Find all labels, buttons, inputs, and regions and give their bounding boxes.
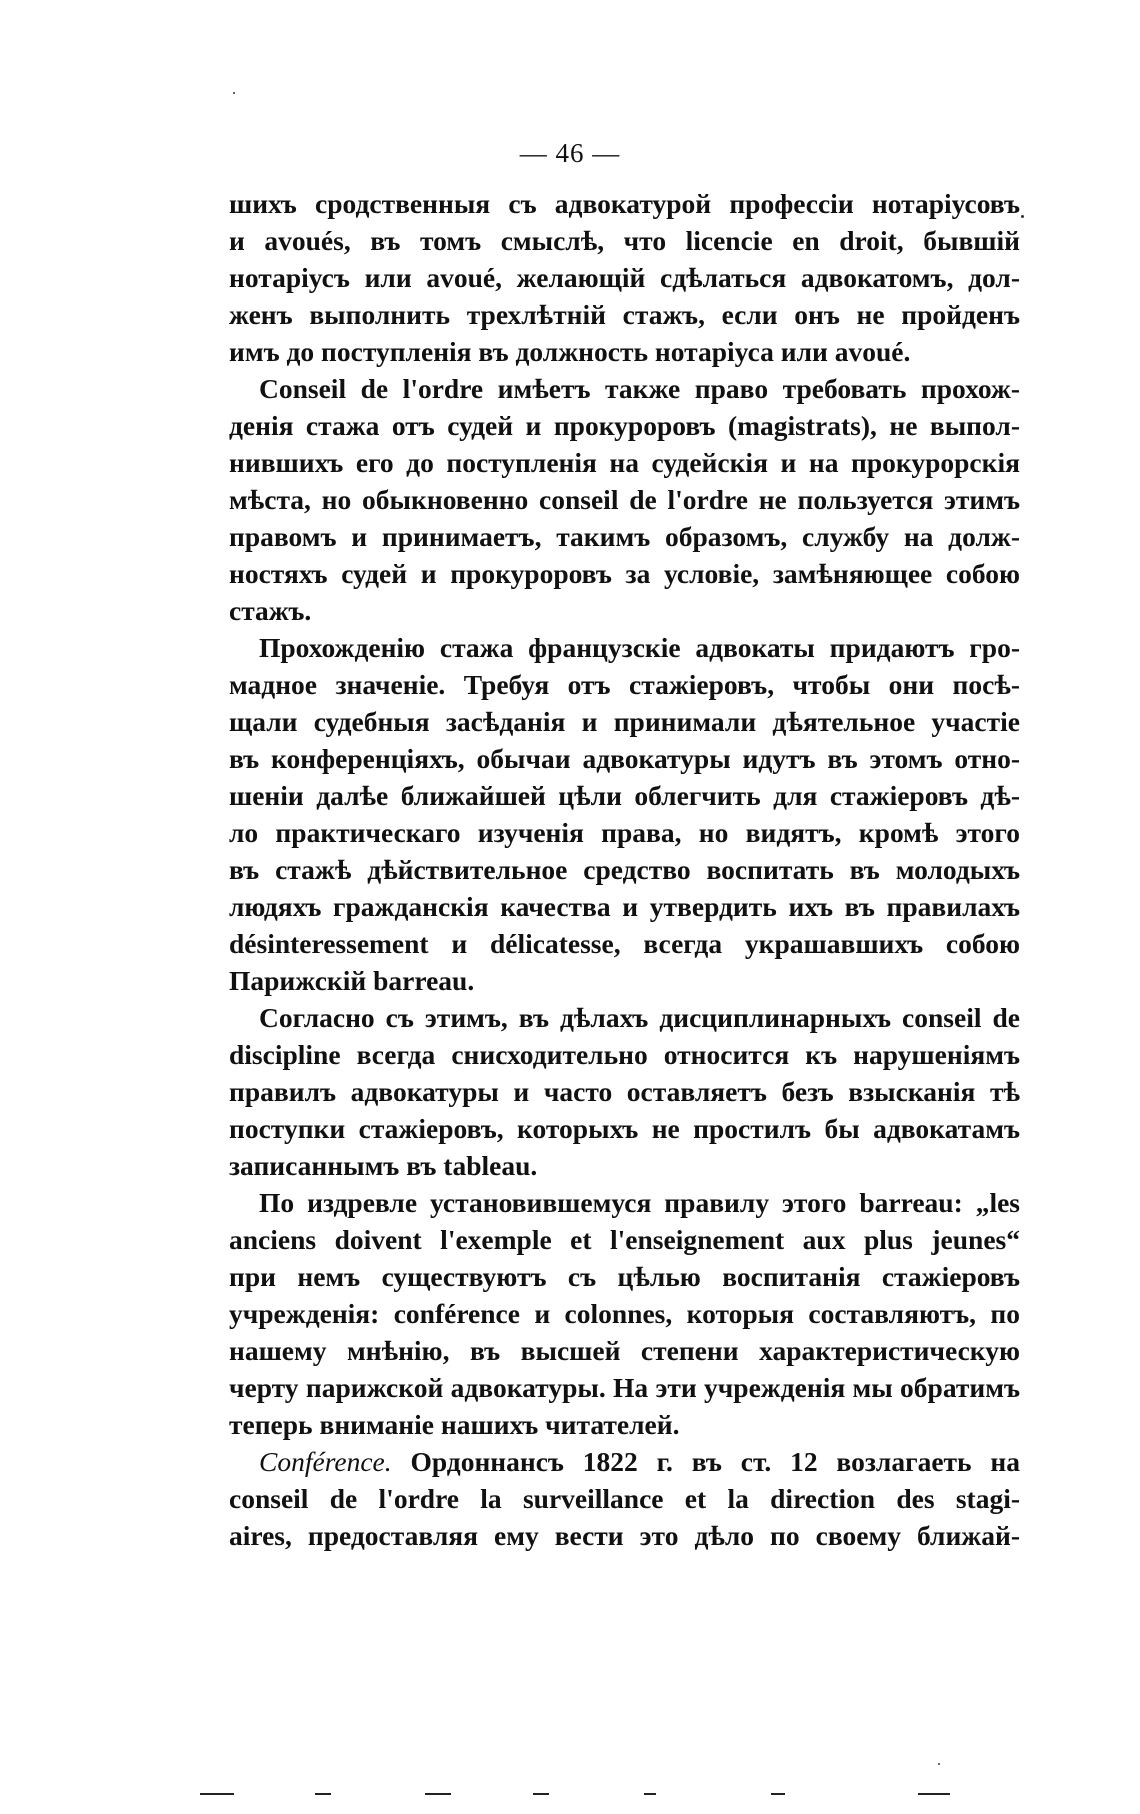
text-line: учрежденія: conférence и colonnes, которыя составляютъ, по bbox=[229, 1298, 1020, 1329]
text-line: имъ до поступленія въ должность нотаріуса или avoué. bbox=[229, 336, 911, 367]
scan-speck bbox=[233, 92, 235, 94]
text-line: ностяхъ судей и прокуроровъ за условіе, замѣняющее собою bbox=[229, 558, 1020, 589]
text-line: женъ выполнить трехлѣтній стажъ, если онъ не пройденъ bbox=[229, 299, 1020, 330]
text-line: шеніи далѣе ближайшей цѣли облегчить для стажіеровъ дѣ- bbox=[229, 780, 1020, 811]
line-text: Ордоннансъ 1822 г. въ ст. 12 возлагаеть на bbox=[391, 1446, 1020, 1477]
text-line: нотаріусъ или avoué, желающій сдѣлаться адвокатомъ, дол- bbox=[229, 262, 1020, 293]
text-line: Согласно съ этимъ, въ дѣлахъ дисциплинарныхъ conseil de bbox=[259, 1002, 1020, 1033]
text-line bbox=[229, 1443, 1020, 1480]
text-line: conseil de l'ordre la surveillance et la direction des stagi- bbox=[229, 1483, 1020, 1514]
text-line: discipline всегда снисходительно относится къ нарушеніямъ bbox=[229, 1039, 1020, 1070]
text-line: anciens doivent l'exemple et l'enseignement aux plus jeunes“ bbox=[229, 1224, 1020, 1255]
text-line: мѣста, но обыкновенно conseil de l'ordre не пользуется этимъ bbox=[229, 484, 1020, 515]
footer-mark bbox=[771, 1793, 785, 1795]
text-line: Парижскій barreau. bbox=[229, 965, 475, 996]
page-number: — 46 — bbox=[519, 138, 621, 168]
body-text bbox=[229, 185, 1020, 1554]
section-heading: Conférence. bbox=[259, 1446, 392, 1477]
text-line: правилъ адвокатуры и часто оставляетъ безъ взысканія тѣ bbox=[229, 1076, 1020, 1107]
text-line: въ стажѣ дѣйствительное средство воспитать въ молодыхъ bbox=[229, 854, 1020, 885]
text-line: ло практическаго изученія права, но видятъ, кромѣ этого bbox=[229, 817, 1020, 848]
scan-speck bbox=[1021, 215, 1024, 218]
footer-mark bbox=[918, 1793, 950, 1795]
text-line: поступки стажіеровъ, которыхъ не простилъ бы адвокатамъ bbox=[229, 1113, 1020, 1144]
footer-mark bbox=[200, 1793, 234, 1795]
text-line: записаннымъ въ tableau. bbox=[229, 1150, 538, 1181]
text-line: нашему мнѣнію, въ высшей степени характеристическую bbox=[229, 1335, 1020, 1366]
text-line: людяхъ гражданскія качества и утвердить ихъ въ правилахъ bbox=[229, 891, 1020, 922]
text-line: при немъ существуютъ съ цѣлью воспитанія стажіеровъ bbox=[229, 1261, 1020, 1292]
text-line: теперь вниманіе нашихъ читателей. bbox=[229, 1409, 680, 1440]
footer-mark bbox=[425, 1793, 451, 1795]
text-line: черту парижской адвокатуры. На эти учрежденія мы обратимъ bbox=[229, 1372, 1020, 1403]
footer-mark bbox=[533, 1793, 549, 1795]
text-line: стажъ. bbox=[229, 595, 312, 626]
footer-mark bbox=[644, 1793, 656, 1795]
text-line: правомъ и принимаетъ, такимъ образомъ, службу на долж- bbox=[229, 521, 1020, 552]
text-line: Прохожденію стажа французскіе адвокаты придаютъ гро- bbox=[259, 632, 1020, 663]
text-line: денія стажа отъ судей и прокуроровъ (magistrats), не выпол- bbox=[229, 410, 1020, 441]
text-line: Conseil de l'ordre имѣетъ также право требовать прохож- bbox=[259, 373, 1020, 404]
text-line: и avoués, въ томъ смыслѣ, что licencie en droit, бывшій bbox=[229, 225, 1020, 256]
text-line: désinteressement и délicatesse, всегда украшавшихъ собою bbox=[229, 928, 1020, 959]
text-line: щали судебныя засѣданія и принимали дѣятельное участіе bbox=[229, 706, 1020, 737]
text-line: aires, предоставляя ему вести это дѣло по своему ближай- bbox=[229, 1520, 1020, 1551]
text-line: мадное значеніе. Требуя отъ стажіеровъ, чтобы они посѣ- bbox=[229, 669, 1020, 700]
footer-mark bbox=[315, 1793, 331, 1795]
text-line: нившихъ его до поступленія на судейскія и на прокурорскія bbox=[229, 447, 1020, 478]
text-line: По издревле установившемуся правилу этого barreau: „les bbox=[259, 1187, 1020, 1218]
text-line: въ конференціяхъ, обычаи адвокатуры идутъ въ этомъ отно- bbox=[229, 743, 1020, 774]
text-line: шихъ сродственныя съ адвокатурой профессіи нотаріусовъ bbox=[229, 188, 1020, 219]
scan-speck bbox=[938, 1763, 940, 1765]
